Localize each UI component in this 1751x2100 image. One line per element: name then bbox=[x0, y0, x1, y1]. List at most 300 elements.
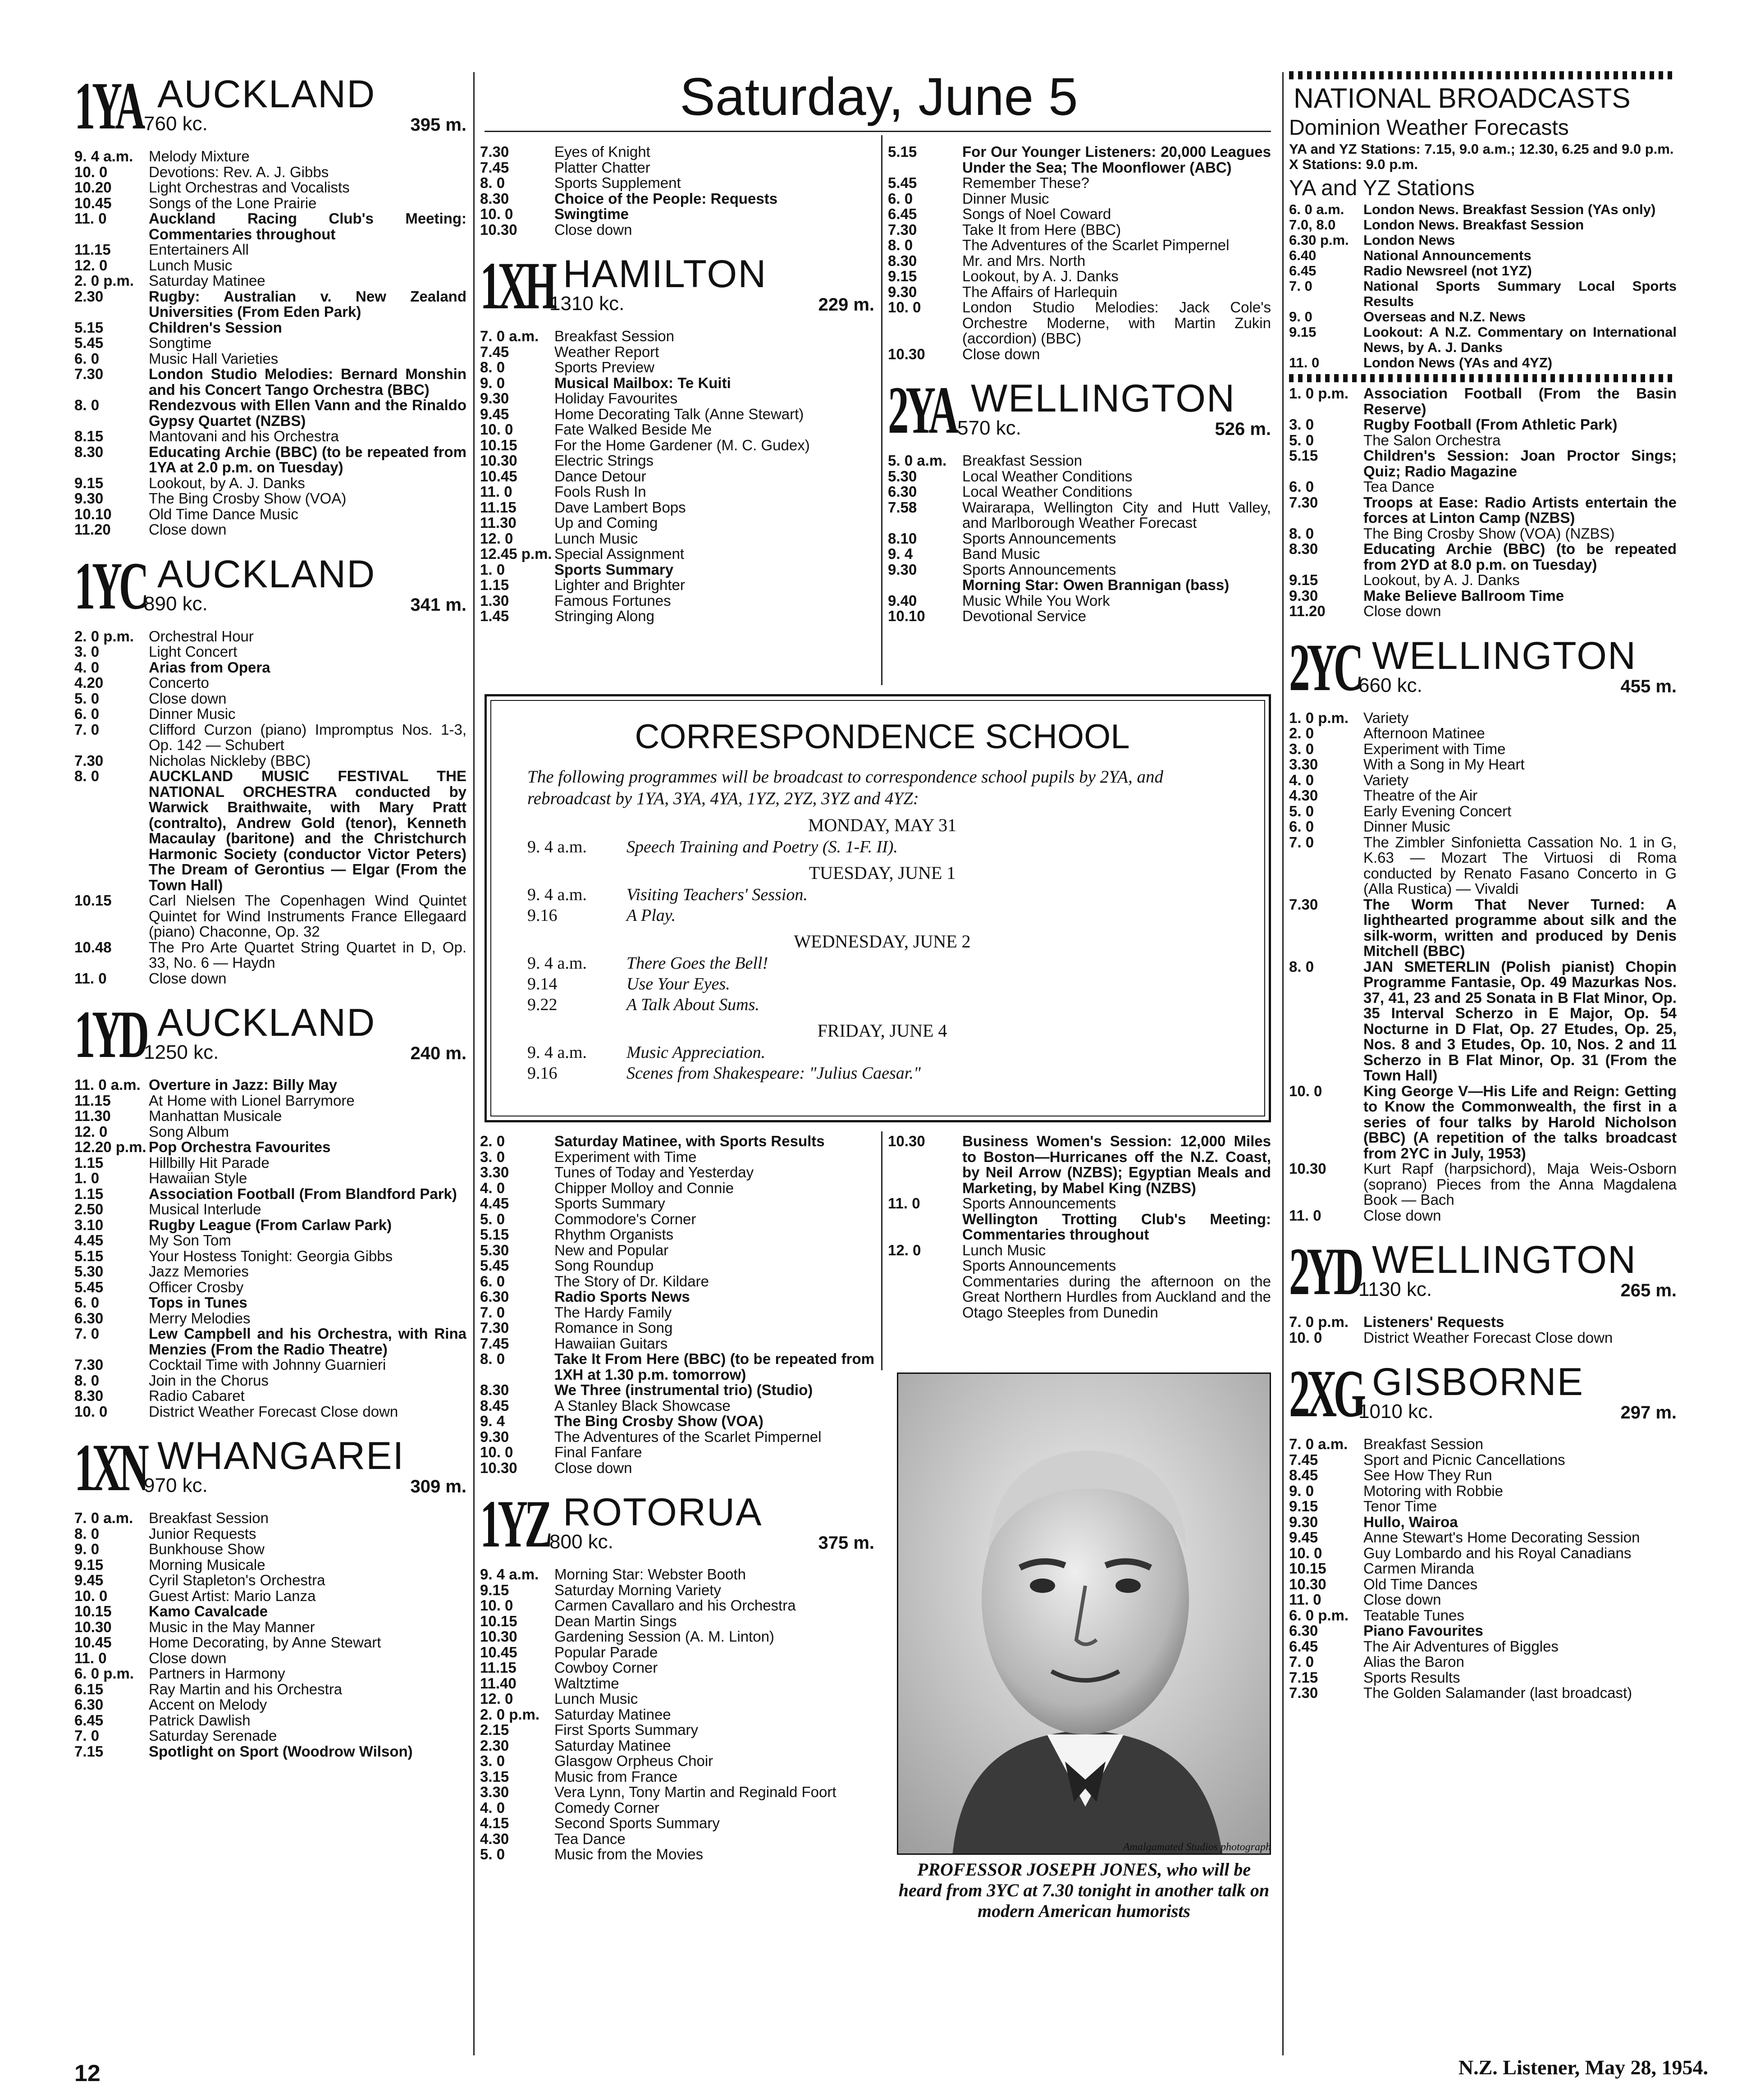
school-title: CORRESPONDENCE SCHOOL bbox=[635, 718, 1130, 756]
station-city: WELLINGTON bbox=[1372, 634, 1637, 677]
schedule-row bbox=[74, 522, 466, 538]
time: 9.30 bbox=[480, 390, 509, 407]
schedule-row bbox=[480, 608, 874, 624]
lesson: A Play. bbox=[626, 906, 676, 925]
programme: Sports Announcements bbox=[962, 1195, 1116, 1212]
station-city: HAMILTON bbox=[563, 252, 767, 296]
time: 11. 0 bbox=[1289, 355, 1320, 371]
station-wavelength: 375 m. bbox=[818, 1533, 874, 1553]
programme: Spotlight on Sport (Woodrow Wilson) bbox=[149, 1743, 413, 1760]
national-row bbox=[1289, 217, 1677, 233]
programme: Close down bbox=[1363, 603, 1441, 619]
time: 7.15 bbox=[74, 1743, 104, 1760]
programme: Choice of the People: Requests bbox=[554, 190, 778, 207]
school-item bbox=[527, 994, 1237, 1015]
schedule-row bbox=[74, 644, 466, 660]
schedule-row bbox=[480, 375, 874, 391]
schedule-row bbox=[480, 160, 874, 176]
time: 7.30 bbox=[1289, 494, 1318, 511]
programme: London Studio Melodies: Jack Cole's Orchestre Moderne, with Martin Zukin (accordion) (BBC) bbox=[962, 299, 1271, 347]
time: 11. 0 a.m. bbox=[74, 1076, 141, 1093]
programme: The Worm That Never Turned: A lighthearted programme about silk and the silk-worm, written and produced by Denis Mitchell (BBC) bbox=[1363, 896, 1677, 959]
schedule-row bbox=[74, 753, 466, 769]
schedule-row bbox=[480, 1769, 874, 1785]
column-3-upper bbox=[888, 144, 1271, 690]
schedule-row bbox=[74, 273, 466, 289]
station-wavelength: 455 m. bbox=[1620, 676, 1677, 696]
programme: Dave Lambert Bops bbox=[554, 499, 686, 516]
national-row bbox=[1289, 279, 1677, 309]
programme: Lookout, by A. J. Danks bbox=[1363, 572, 1520, 588]
programme: Band Music bbox=[962, 545, 1040, 562]
time: 9.14 bbox=[527, 975, 558, 993]
schedule-row bbox=[74, 1373, 466, 1389]
schedule-row bbox=[1289, 1577, 1677, 1592]
schedule-row bbox=[74, 1557, 466, 1573]
programme: Carmen Miranda bbox=[1363, 1560, 1474, 1577]
programme: Morning Star: Owen Brannigan (bass) bbox=[962, 576, 1230, 593]
column-divider bbox=[473, 72, 475, 2055]
time: 1. 0 bbox=[74, 1170, 100, 1186]
time: 2. 0 p.m. bbox=[74, 272, 134, 289]
schedule-row bbox=[888, 284, 1271, 300]
schedule-row bbox=[888, 269, 1271, 284]
time: 11. 0 bbox=[1289, 1591, 1321, 1608]
time: 5.30 bbox=[888, 467, 917, 485]
schedule-row bbox=[74, 1682, 466, 1697]
time: 6. 0 bbox=[1289, 478, 1314, 495]
school-item bbox=[527, 884, 1237, 905]
programme: Music in the May Manner bbox=[149, 1618, 315, 1635]
schedule-row bbox=[888, 347, 1271, 362]
schedule-row bbox=[1289, 1670, 1677, 1686]
schedule-row bbox=[888, 608, 1271, 624]
schedule-row bbox=[480, 1707, 874, 1723]
time: 5. 0 bbox=[74, 690, 100, 707]
schedule-row bbox=[74, 211, 466, 242]
time: 7.45 bbox=[1289, 1451, 1318, 1468]
schedule-row bbox=[74, 429, 466, 444]
schedule-row bbox=[480, 1274, 874, 1290]
schedule-row bbox=[888, 191, 1271, 207]
programme: Children's Session bbox=[149, 319, 282, 336]
programme: Variety bbox=[1363, 709, 1409, 726]
time: 10. 0 bbox=[480, 1444, 513, 1460]
time: 9. 4 bbox=[888, 545, 913, 562]
programme: Remember These? bbox=[962, 174, 1089, 191]
schedule-row bbox=[74, 1357, 466, 1373]
schedule-row bbox=[74, 1728, 466, 1744]
programme: London News. Breakfast Session bbox=[1363, 217, 1584, 233]
time: 11.15 bbox=[480, 499, 517, 516]
time: 8. 0 bbox=[74, 397, 100, 413]
schedule-row bbox=[74, 691, 466, 707]
time: 8.45 bbox=[1289, 1467, 1318, 1483]
station-frequency: 570 kc. bbox=[957, 417, 1021, 439]
time: 11.15 bbox=[74, 241, 111, 258]
station-header bbox=[480, 248, 874, 329]
time: 7. 0 bbox=[74, 1727, 100, 1744]
programme: Lighter and Brighter bbox=[554, 576, 685, 593]
time: 9. 0 bbox=[1289, 1482, 1314, 1499]
schedule-row bbox=[480, 438, 874, 453]
programme: Final Fanfare bbox=[554, 1444, 642, 1460]
spacer bbox=[888, 362, 1271, 372]
schedule-row bbox=[888, 238, 1271, 253]
schedule-row bbox=[74, 1326, 466, 1357]
school-item bbox=[527, 905, 1237, 926]
programme: Guest Artist: Mario Lanza bbox=[149, 1587, 316, 1604]
programme: Musical Mailbox: Te Kuiti bbox=[554, 374, 731, 391]
schedule-row bbox=[74, 1713, 466, 1729]
time: 9. 4 a.m. bbox=[527, 885, 587, 904]
schedule-row bbox=[74, 335, 466, 351]
programme: Music Hall Varieties bbox=[149, 350, 279, 367]
programme: Patrick Dawlish bbox=[149, 1711, 251, 1729]
time: 8.30 bbox=[480, 1382, 509, 1398]
programme: Tea Dance bbox=[554, 1830, 626, 1847]
time: 5.45 bbox=[888, 174, 917, 191]
time: 7. 0 a.m. bbox=[480, 328, 539, 344]
station-city: WELLINGTON bbox=[971, 377, 1236, 420]
schedule-row bbox=[480, 1165, 874, 1180]
time: 6. 0 bbox=[74, 1294, 100, 1311]
schedule-row bbox=[480, 1629, 874, 1645]
station-city: GISBORNE bbox=[1372, 1360, 1584, 1404]
time: 11. 0 bbox=[480, 483, 512, 500]
programme: Second Sports Summary bbox=[554, 1815, 720, 1831]
column-2-lower bbox=[480, 1134, 874, 2053]
schedule-row bbox=[888, 469, 1271, 485]
station-frequency: 1130 kc. bbox=[1358, 1278, 1432, 1300]
programme: Hillbilly Hit Parade bbox=[149, 1154, 270, 1171]
column-3-lower bbox=[888, 1134, 1271, 1368]
schedule-row bbox=[888, 577, 1271, 593]
spacer bbox=[74, 1419, 466, 1429]
time bbox=[888, 1274, 962, 1321]
schedule-row bbox=[1289, 448, 1677, 479]
time: 7.30 bbox=[1289, 896, 1318, 913]
programme: The Salon Orchestra bbox=[1363, 431, 1501, 448]
station-wavelength: 297 m. bbox=[1620, 1403, 1677, 1423]
time: 6. 0 bbox=[480, 1272, 505, 1290]
schedule-row bbox=[480, 1598, 874, 1614]
programme: Auckland Racing Club's Meeting: Commentaries throughout bbox=[149, 210, 466, 242]
time: 7.30 bbox=[480, 1319, 509, 1336]
time: 10.20 bbox=[74, 179, 112, 196]
time: 6. 0 bbox=[74, 350, 100, 367]
programme: Musical Interlude bbox=[149, 1201, 261, 1217]
time: 6. 0 bbox=[1289, 818, 1314, 835]
time: 7. 0 a.m. bbox=[74, 1510, 133, 1526]
programme: Motoring with Robbie bbox=[1363, 1482, 1503, 1499]
time: 10.30 bbox=[74, 1618, 112, 1635]
wavy-rule bbox=[1289, 374, 1677, 382]
schedule-row bbox=[74, 1171, 466, 1186]
programme: Experiment with Time bbox=[554, 1148, 697, 1165]
time: 11.15 bbox=[480, 1659, 517, 1676]
station-call-sign: 2YC bbox=[1289, 630, 1361, 705]
schedule-row bbox=[480, 484, 874, 500]
schedule-row bbox=[74, 1077, 466, 1093]
schedule-row bbox=[480, 1305, 874, 1321]
programme: Take It From Here (BBC) (to be repeated from 1XH at 1.30 p.m. tomorrow) bbox=[554, 1350, 874, 1383]
schedule-row bbox=[74, 366, 466, 398]
programme: Saturday Matinee, with Sports Results bbox=[554, 1134, 825, 1149]
schedule-row bbox=[74, 476, 466, 491]
programme: Music While You Work bbox=[962, 592, 1110, 609]
schedule-row bbox=[74, 660, 466, 676]
station-frequency: 800 kc. bbox=[549, 1531, 613, 1553]
schedule-row bbox=[1289, 1084, 1677, 1162]
programme: Rendezvous with Ellen Vann and the Rinaldo Gypsy Quartet (NZBS) bbox=[149, 397, 466, 429]
station-wavelength: 240 m. bbox=[410, 1043, 466, 1063]
time: 8.30 bbox=[74, 1387, 104, 1404]
programme: Saturday Matinee bbox=[149, 272, 265, 289]
time: 7. 0 a.m. bbox=[1289, 1436, 1348, 1452]
time: 10. 0 bbox=[888, 299, 921, 316]
programme: Devotional Service bbox=[962, 608, 1087, 624]
schedule-row bbox=[1289, 959, 1677, 1084]
schedule-list bbox=[480, 1567, 874, 1862]
time: 11.20 bbox=[74, 521, 111, 538]
time: 4. 0 bbox=[480, 1799, 505, 1816]
programme: King George V—His Life and Reign: Getting to Know the Commonwealth, the first in a series of four talks by Harold Nicholson (BBC) (A repetition of the talks broadcast from 2YC in July, 1953) bbox=[1363, 1082, 1677, 1162]
programme: Kamo Cavalcade bbox=[149, 1603, 268, 1620]
time: 8.30 bbox=[74, 443, 104, 460]
time bbox=[888, 1258, 962, 1274]
time: 9.30 bbox=[1289, 1513, 1318, 1530]
time: 4. 0 bbox=[480, 1179, 505, 1196]
programme: Devotions: Rev. A. J. Gibbs bbox=[149, 163, 329, 180]
schedule-row bbox=[888, 300, 1271, 347]
national-row bbox=[1289, 248, 1677, 263]
schedule-row bbox=[1289, 417, 1677, 433]
programme: Close down bbox=[149, 1649, 227, 1666]
time: 9.15 bbox=[888, 268, 917, 284]
schedule-row bbox=[74, 258, 466, 274]
schedule-row bbox=[74, 1651, 466, 1666]
programme: Close down bbox=[1363, 1591, 1441, 1608]
schedule-row bbox=[74, 629, 466, 645]
time: 4. 0 bbox=[74, 659, 100, 676]
time: 12. 0 bbox=[74, 1123, 108, 1140]
programme: Piano Favourites bbox=[1363, 1622, 1483, 1639]
time: 6. 0 a.m. bbox=[1289, 201, 1344, 217]
spacer bbox=[480, 624, 874, 634]
schedule-row bbox=[1289, 1514, 1677, 1530]
programme: Arias from Opera bbox=[149, 659, 270, 676]
national-schedule bbox=[1289, 202, 1677, 371]
programme: Mr. and Mrs. North bbox=[962, 252, 1086, 269]
station-city: AUCKLAND bbox=[157, 552, 376, 596]
column-1 bbox=[74, 68, 466, 2051]
programme: Tea Dance bbox=[1363, 478, 1435, 495]
schedule-row bbox=[1289, 1685, 1677, 1701]
station-header bbox=[74, 69, 466, 149]
time: 6.45 bbox=[74, 1711, 104, 1729]
programme: A Stanley Black Showcase bbox=[554, 1397, 731, 1414]
time: 10. 0 bbox=[1289, 1082, 1322, 1099]
time: 9. 4 a.m. bbox=[527, 1043, 587, 1062]
programme: Saturday Matinee bbox=[554, 1706, 671, 1723]
time: 4.30 bbox=[480, 1830, 509, 1847]
schedule-row bbox=[888, 253, 1271, 269]
programme: Anne Stewart's Home Decorating Session bbox=[1363, 1529, 1640, 1546]
programme: Concerto bbox=[149, 674, 209, 691]
time: 3.30 bbox=[480, 1784, 509, 1800]
station-call-sign: 2XG bbox=[1289, 1356, 1363, 1431]
time: 12. 0 bbox=[480, 1690, 513, 1707]
time: 6.15 bbox=[74, 1680, 104, 1697]
time: 10. 0 bbox=[480, 206, 513, 222]
column-divider bbox=[881, 1131, 882, 1370]
time bbox=[888, 1212, 962, 1243]
schedule-row bbox=[480, 175, 874, 191]
yayz-heading: YA and YZ Stations bbox=[1289, 176, 1475, 200]
schedule-row bbox=[74, 165, 466, 180]
time: 1.15 bbox=[74, 1154, 104, 1171]
schedule-row bbox=[74, 722, 466, 753]
programme: Chipper Molloy and Connie bbox=[554, 1179, 734, 1196]
time: 7. 0 bbox=[1289, 278, 1312, 294]
time: 12.45 p.m. bbox=[480, 545, 552, 562]
station-call-sign: 1XH bbox=[480, 248, 554, 323]
time: 2.30 bbox=[74, 288, 104, 305]
station-frequency: 1250 kc. bbox=[144, 1041, 219, 1063]
programme: Tunes of Today and Yesterday bbox=[554, 1164, 754, 1180]
time: 11.20 bbox=[1289, 603, 1326, 619]
schedule-row bbox=[1289, 819, 1677, 835]
time: 12. 0 bbox=[74, 256, 108, 274]
time: 9.45 bbox=[480, 405, 509, 422]
programme: The Affairs of Harlequin bbox=[962, 283, 1118, 300]
time: 1.45 bbox=[480, 608, 509, 624]
time: 8. 0 bbox=[1289, 958, 1314, 975]
programme: Carmen Cavallaro and his Orchestra bbox=[554, 1597, 796, 1614]
schedule-row bbox=[888, 222, 1271, 238]
time: 9.15 bbox=[1289, 1498, 1318, 1514]
wavy-rule bbox=[1289, 71, 1677, 79]
schedule-row bbox=[1289, 604, 1677, 619]
programme: Merry Melodies bbox=[149, 1309, 251, 1327]
time: 10. 0 bbox=[1289, 1544, 1322, 1561]
schedule-row bbox=[480, 1676, 874, 1692]
station-header bbox=[1289, 1234, 1677, 1314]
schedule-row bbox=[1289, 804, 1677, 819]
spacer bbox=[888, 624, 1271, 634]
schedule-row bbox=[1289, 1639, 1677, 1655]
schedule-row bbox=[888, 206, 1271, 222]
schedule-row bbox=[1289, 1499, 1677, 1514]
schedule-list bbox=[1289, 386, 1677, 619]
schedule-row bbox=[888, 1258, 1271, 1274]
programme: Songs of the Lone Prairie bbox=[149, 194, 317, 211]
time: 8. 0 bbox=[74, 1525, 100, 1542]
programme: Home Decorating, by Anne Stewart bbox=[149, 1634, 381, 1651]
time: 9.45 bbox=[74, 1572, 104, 1588]
schedule-row bbox=[1289, 710, 1677, 726]
programme: Children's Session: Joan Proctor Sings; Quiz; Radio Magazine bbox=[1363, 447, 1677, 480]
schedule-row bbox=[480, 1784, 874, 1800]
time: 11.30 bbox=[480, 514, 517, 531]
time: 6.30 p.m. bbox=[1289, 232, 1349, 248]
programme: London Studio Melodies: Bernard Monshin and his Concert Tango Orchestra (BBC) bbox=[149, 366, 466, 398]
schedule-row bbox=[480, 222, 874, 238]
time: 2. 0 bbox=[1289, 725, 1314, 741]
programme: Commodore's Corner bbox=[554, 1210, 696, 1227]
time: 10.30 bbox=[480, 452, 517, 469]
time: 5.30 bbox=[74, 1263, 104, 1280]
programme: Accent on Melody bbox=[149, 1696, 267, 1713]
lesson: A Talk About Sums. bbox=[626, 995, 759, 1014]
schedule-row bbox=[480, 1351, 874, 1382]
programme: Dinner Music bbox=[1363, 818, 1450, 835]
time: 7.45 bbox=[480, 1335, 509, 1352]
schedule-row bbox=[888, 1196, 1271, 1212]
programme: Close down bbox=[962, 345, 1040, 362]
time: 10.10 bbox=[74, 505, 112, 522]
schedule-list bbox=[888, 144, 1271, 362]
time: 9.30 bbox=[480, 1428, 509, 1445]
programme: Morning Star: Webster Booth bbox=[554, 1566, 746, 1583]
programme: Sport and Picnic Cancellations bbox=[1363, 1451, 1565, 1468]
schedule-row bbox=[74, 1744, 466, 1760]
programme: The Air Adventures of Biggles bbox=[1363, 1638, 1559, 1655]
programme: Rugby Football (From Athletic Park) bbox=[1363, 416, 1618, 433]
schedule-row bbox=[74, 289, 466, 320]
time: 8.15 bbox=[74, 428, 104, 444]
programme: Sports Supplement bbox=[554, 174, 681, 191]
programme: Up and Coming bbox=[554, 514, 658, 531]
schedule-row bbox=[74, 1573, 466, 1588]
schedule-row bbox=[1289, 788, 1677, 804]
schedule-row bbox=[74, 398, 466, 429]
programme: Dinner Music bbox=[149, 705, 236, 722]
programme: Weather Report bbox=[554, 343, 659, 360]
schedule-row bbox=[480, 1816, 874, 1831]
time: 9. 0 bbox=[74, 1541, 100, 1557]
time: 10. 0 bbox=[1289, 1329, 1322, 1346]
schedule-row bbox=[74, 706, 466, 722]
station-frequency: 890 kc. bbox=[144, 592, 208, 615]
time: 7.30 bbox=[74, 366, 104, 382]
title-rule bbox=[485, 131, 1271, 132]
schedule-list bbox=[888, 1134, 1271, 1320]
schedule-row bbox=[1289, 1623, 1677, 1639]
time: 6. 0 bbox=[74, 705, 100, 722]
schedule-row bbox=[480, 1289, 874, 1305]
time: 4.45 bbox=[480, 1195, 509, 1212]
schedule-row bbox=[480, 469, 874, 485]
time: 5. 0 bbox=[1289, 431, 1314, 448]
programme: The Bing Crosby Show (VOA) bbox=[554, 1413, 763, 1429]
lesson: Use Your Eyes. bbox=[626, 975, 730, 993]
station-wavelength: 395 m. bbox=[410, 115, 466, 135]
schedule-row bbox=[480, 1800, 874, 1816]
time: 8. 0 bbox=[480, 359, 505, 375]
school-item bbox=[527, 974, 1237, 994]
programme: Close down bbox=[149, 690, 227, 707]
programme: Lookout: A N.Z. Commentary on International News, by A. J. Danks bbox=[1363, 324, 1677, 355]
schedule-row bbox=[74, 675, 466, 691]
time: 4. 0 bbox=[1289, 771, 1314, 788]
schedule-row bbox=[74, 1311, 466, 1327]
time: 12. 0 bbox=[888, 1241, 921, 1258]
schedule-row bbox=[1289, 1437, 1677, 1452]
schedule-row bbox=[888, 175, 1271, 191]
schedule-row bbox=[1289, 1546, 1677, 1561]
